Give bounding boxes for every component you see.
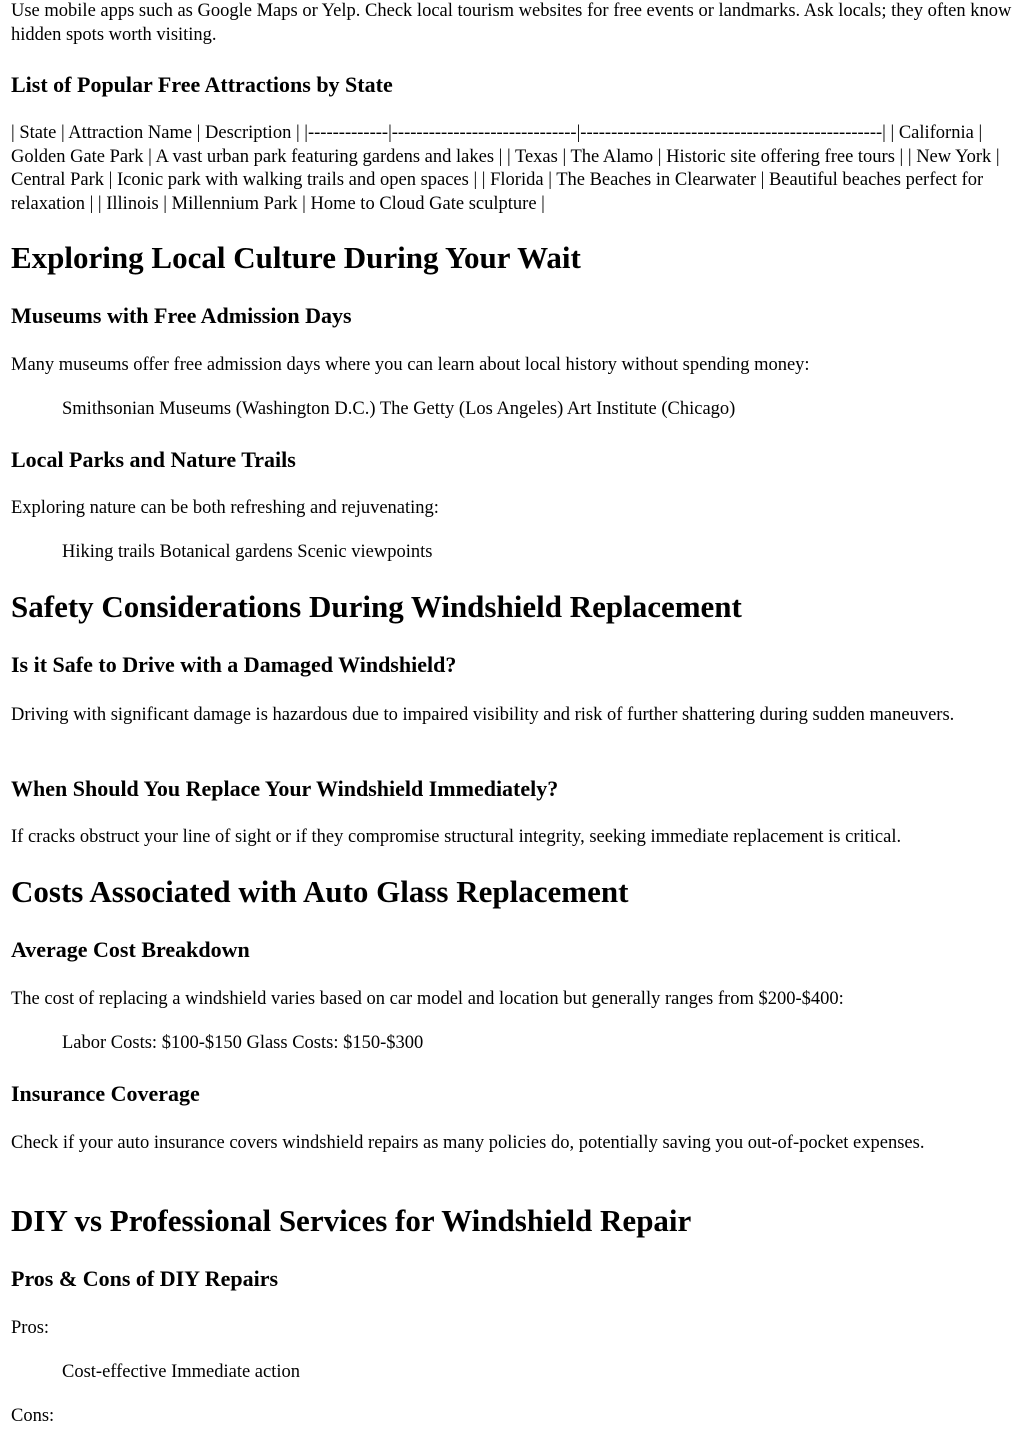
museums-paragraph: Many museums offer free admission days where you can learn about local history without spending money: [11,355,810,375]
cost-breakdown-paragraph: The cost of replacing a windshield varies based on car model and location but generally ranges from $200-$400: [11,989,844,1009]
costs-heading: Costs Associated with Auto Glass Replacement [11,874,629,909]
replace-immediately-paragraph: If cracks obstruct your line of sight or if they compromise structural integrity, seeking immediate replacement is critical. [11,827,902,847]
intro-paragraph: Use mobile apps such as Google Maps or Yelp. Check local tourism websites for free events or landmarks. Ask locals; they often know hidden spots worth visiting. [11,1,1012,45]
diy-heading: DIY vs Professional Services for Windshield Repair [11,1203,692,1238]
safety-heading: Safety Considerations During Windshield Replacement [11,589,742,624]
cons-label: Cons: [11,1406,55,1426]
cost-breakdown-list: Labor Costs: $100-$150 Glass Costs: $150-$300 [62,1033,424,1053]
cost-breakdown-heading: Average Cost Breakdown [11,937,250,962]
parks-heading: Local Parks and Nature Trails [11,447,296,472]
safe-drive-paragraph: Driving with significant damage is hazardous due to impaired visibility and risk of further shattering during sudden maneuvers. [11,705,955,725]
parks-list: Hiking trails Botanical gardens Scenic viewpoints [62,542,433,562]
attractions-table-text: | State | Attraction Name | Description | |-------------|------------------------------|-------------------------------------------------| | California | Golden Gate Park | A vast urban park featuring gardens and lakes | | Texas | The Alamo | Historic site offering free tours | | New York | Central Park | Iconic park with walking trails and open spaces | | Florida | The Beaches in Clearwater | Beautiful beaches perfect for relaxation | | Illinois | Millennium Park | Home to Cloud Gate sculpture | [11,123,1000,214]
diy-pros-cons-heading: Pros & Cons of DIY Repairs [11,1266,279,1291]
museums-list: Smithsonian Museums (Washington D.C.) The Getty (Los Angeles) Art Institute (Chicago) [62,399,736,419]
parks-paragraph: Exploring nature can be both refreshing and rejuvenating: [11,498,439,518]
museums-heading: Museums with Free Admission Days [11,303,352,328]
pros-label: Pros: [11,1318,50,1338]
safe-drive-heading: Is it Safe to Drive with a Damaged Windshield? [11,652,457,677]
pros-list: Cost-effective Immediate action [62,1362,301,1382]
replace-immediately-heading: When Should You Replace Your Windshield Immediately? [11,776,559,801]
insurance-paragraph: Check if your auto insurance covers windshield repairs as many policies do, potentially saving you out-of-pocket expenses. [11,1133,925,1153]
insurance-heading: Insurance Coverage [11,1081,200,1106]
culture-heading: Exploring Local Culture During Your Wait [11,240,581,275]
attractions-heading: List of Popular Free Attractions by State [11,72,393,97]
